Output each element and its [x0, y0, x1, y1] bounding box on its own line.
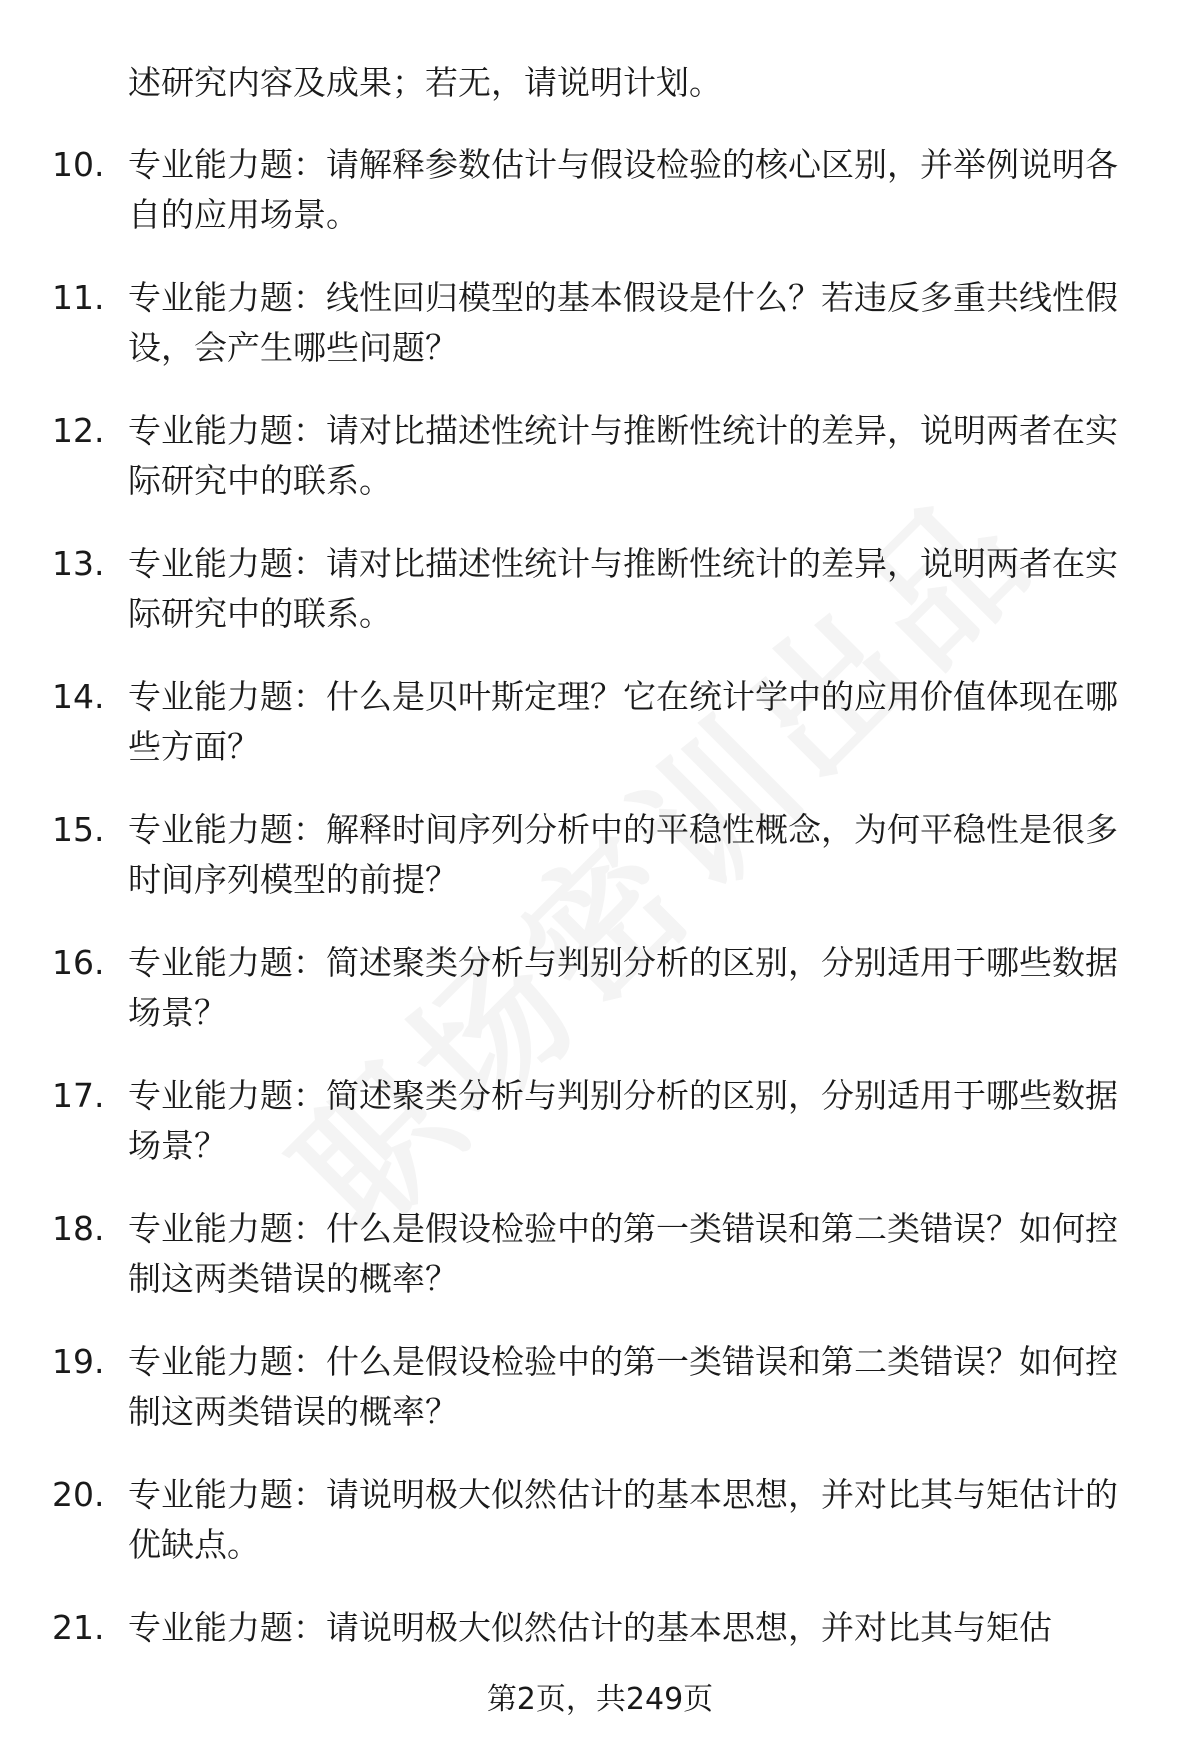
question-list [52, 140, 1152, 1736]
question-item [52, 938, 1152, 1071]
question-item [52, 1470, 1152, 1603]
question-number: 15. [52, 810, 105, 849]
question-text: 专业能力题：什么是贝叶斯定理？它在统计学中的应用价值体现在哪些方面？ [128, 677, 1118, 766]
question-item [52, 672, 1152, 805]
question-number: 12. [52, 411, 105, 450]
question-item [52, 406, 1152, 539]
question-number: 10. [52, 145, 105, 184]
question-text: 专业能力题：请对比描述性统计与推断性统计的差异，说明两者在实际研究中的联系。 [128, 411, 1118, 500]
question-text: 专业能力题：什么是假设检验中的第一类错误和第二类错误？如何控制这两类错误的概率？ [128, 1209, 1118, 1298]
question-text: 专业能力题：请对比描述性统计与推断性统计的差异，说明两者在实际研究中的联系。 [128, 544, 1118, 633]
question-text: 专业能力题：简述聚类分析与判别分析的区别，分别适用于哪些数据场景？ [128, 943, 1118, 1032]
question-text: 专业能力题：请说明极大似然估计的基本思想，并对比其与矩估 [128, 1608, 1052, 1647]
question-number: 14. [52, 677, 105, 716]
question-text: 专业能力题：什么是假设检验中的第一类错误和第二类错误？如何控制这两类错误的概率？ [128, 1342, 1118, 1431]
question-number: 20. [52, 1475, 105, 1514]
question-item [52, 1071, 1152, 1204]
question-item [52, 140, 1152, 273]
question-number: 17. [52, 1076, 105, 1115]
question-number: 16. [52, 943, 105, 982]
question-item [52, 1337, 1152, 1470]
continuation-text: 述研究内容及成果；若无，请说明计划。 [128, 63, 722, 102]
question-item [52, 539, 1152, 672]
question-text: 专业能力题：请解释参数估计与假设检验的核心区别，并举例说明各自的应用场景。 [128, 145, 1118, 234]
question-number: 19. [52, 1342, 105, 1381]
question-text: 专业能力题：请说明极大似然估计的基本思想，并对比其与矩估计的优缺点。 [128, 1475, 1118, 1564]
question-text: 专业能力题：解释时间序列分析中的平稳性概念，为何平稳性是很多时间序列模型的前提？ [128, 810, 1118, 899]
question-text: 专业能力题：简述聚类分析与判别分析的区别，分别适用于哪些数据场景？ [128, 1076, 1118, 1165]
question-number: 11. [52, 278, 105, 317]
question-item [52, 805, 1152, 938]
question-number: 21. [52, 1608, 105, 1647]
question-number: 18. [52, 1209, 105, 1248]
question-text: 专业能力题：线性回归模型的基本假设是什么？若违反多重共线性假设，会产生哪些问题？ [128, 278, 1118, 367]
page-footer [0, 1680, 1200, 1720]
question-item [52, 1204, 1152, 1337]
question-number: 13. [52, 544, 105, 583]
question-item [52, 273, 1152, 406]
page-number-label: 第2页，共249页 [486, 1682, 714, 1717]
